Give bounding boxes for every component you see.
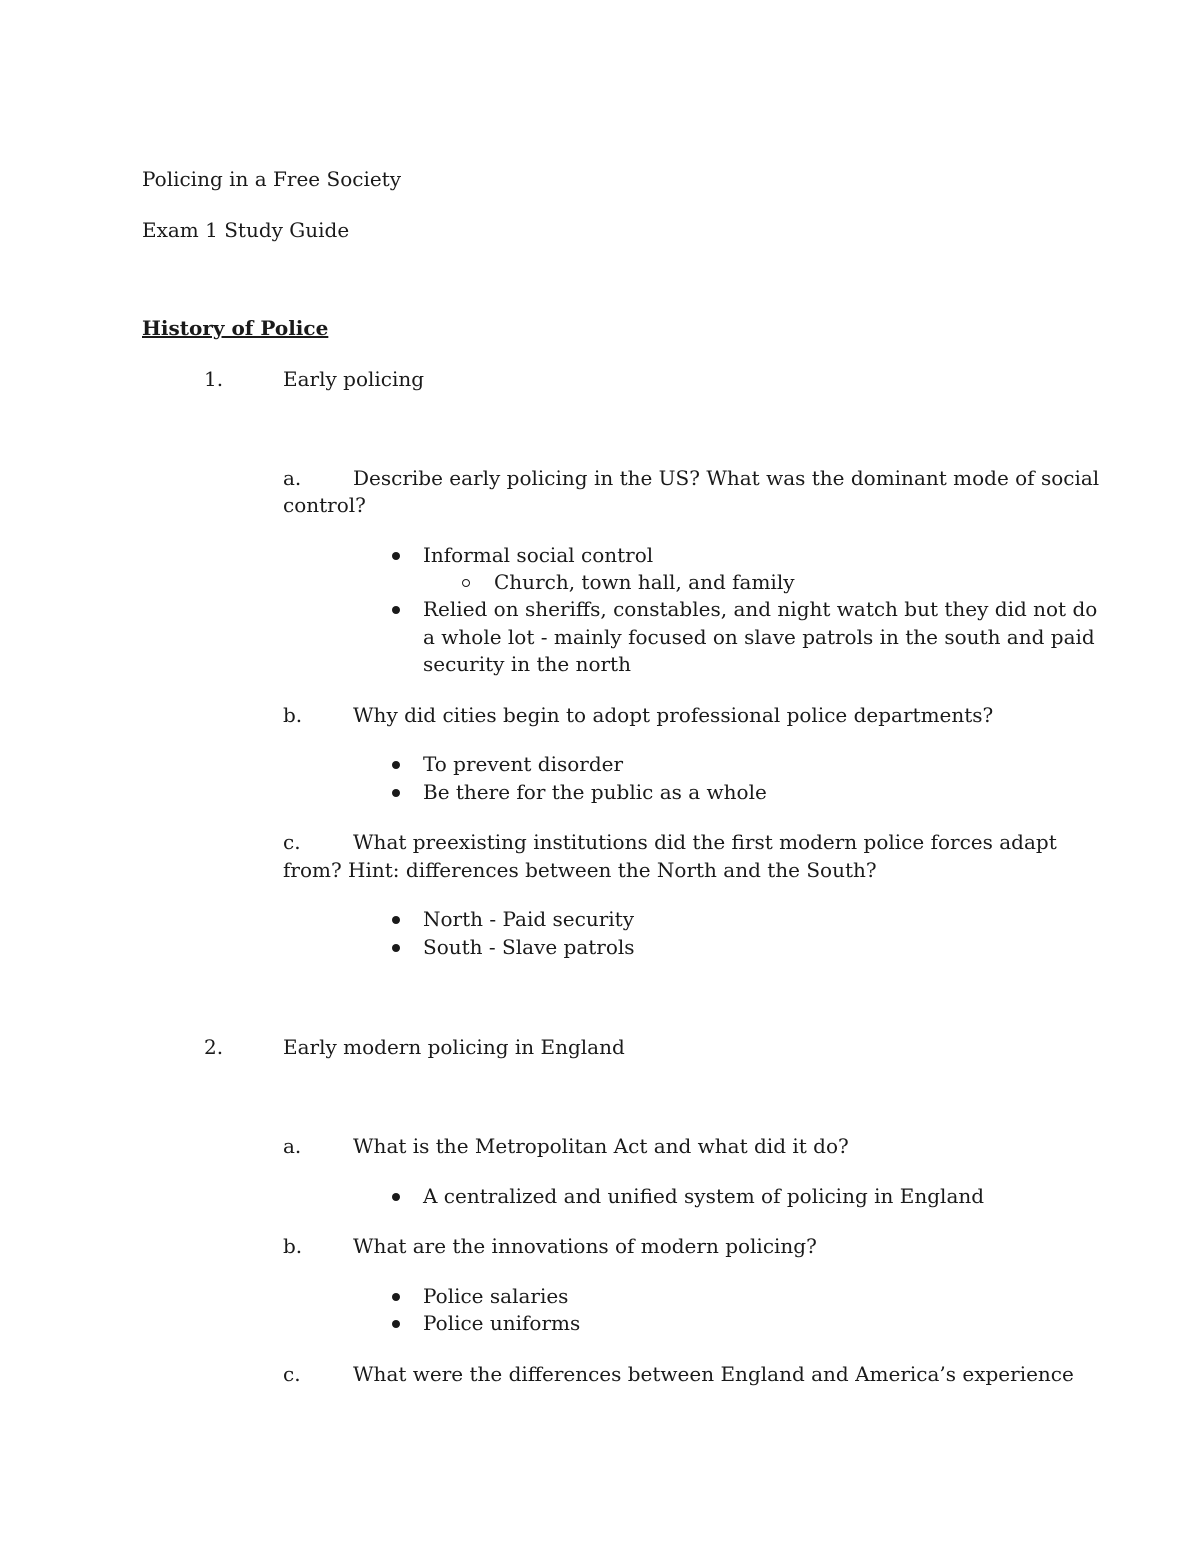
document-subtitle: Exam 1 Study Guide xyxy=(142,218,350,242)
question-letter: b. xyxy=(283,703,303,727)
bullet-item: Relied on sheriffs, constables, and night watch but they did not do xyxy=(423,597,1098,621)
bullet-item: Police salaries xyxy=(423,1284,569,1308)
bullet-icon xyxy=(392,916,400,924)
question-text: What are the innovations of modern policing? xyxy=(353,1234,817,1258)
bullet-item: A centralized and unified system of policing in England xyxy=(423,1184,985,1208)
question-text: Why did cities begin to adopt professional police departments? xyxy=(353,703,994,727)
topic-title: Early policing xyxy=(283,367,425,391)
bullet-item: South - Slave patrols xyxy=(423,935,635,959)
topic-number: 1. xyxy=(204,367,224,391)
question-text: What preexisting institutions did the first modern police forces adapt xyxy=(353,830,1057,854)
bullet-icon xyxy=(392,944,400,952)
bullet-item: To prevent disorder xyxy=(423,752,624,776)
question-text-continued: control? xyxy=(283,493,366,517)
question-letter: b. xyxy=(283,1234,303,1258)
question-text: Describe early policing in the US? What was the dominant mode of social xyxy=(353,466,1100,490)
bullet-item: Be there for the public as a whole xyxy=(423,780,767,804)
question-letter: a. xyxy=(283,1134,302,1158)
bullet-icon xyxy=(392,761,400,769)
topic-title: Early modern policing in England xyxy=(283,1035,625,1059)
bullet-icon xyxy=(392,552,400,560)
question-text-continued: from? Hint: differences between the North and the South? xyxy=(283,858,877,882)
bullet-icon xyxy=(392,1293,400,1301)
section-heading: History of Police xyxy=(142,316,329,340)
bullet-item: North - Paid security xyxy=(423,907,635,931)
question-letter: c. xyxy=(283,830,301,854)
question-letter: c. xyxy=(283,1362,301,1386)
sub-bullet-item: Church, town hall, and family xyxy=(494,570,795,594)
bullet-item: Informal social control xyxy=(423,543,654,567)
question-text: What were the differences between England and America’s experience xyxy=(353,1362,1074,1386)
bullet-icon xyxy=(392,789,400,797)
bullet-item-continued: security in the north xyxy=(423,652,631,676)
question-letter: a. xyxy=(283,466,302,490)
bullet-icon xyxy=(392,1320,400,1328)
bullet-icon xyxy=(392,1193,400,1201)
bullet-icon xyxy=(392,606,400,614)
course-title: Policing in a Free Society xyxy=(142,167,402,191)
topic-number: 2. xyxy=(204,1035,224,1059)
question-text: What is the Metropolitan Act and what did it do? xyxy=(353,1134,849,1158)
bullet-item-continued: a whole lot - mainly focused on slave patrols in the south and paid xyxy=(423,625,1095,649)
bullet-item: Police uniforms xyxy=(423,1311,581,1335)
sub-bullet-icon xyxy=(462,579,470,587)
